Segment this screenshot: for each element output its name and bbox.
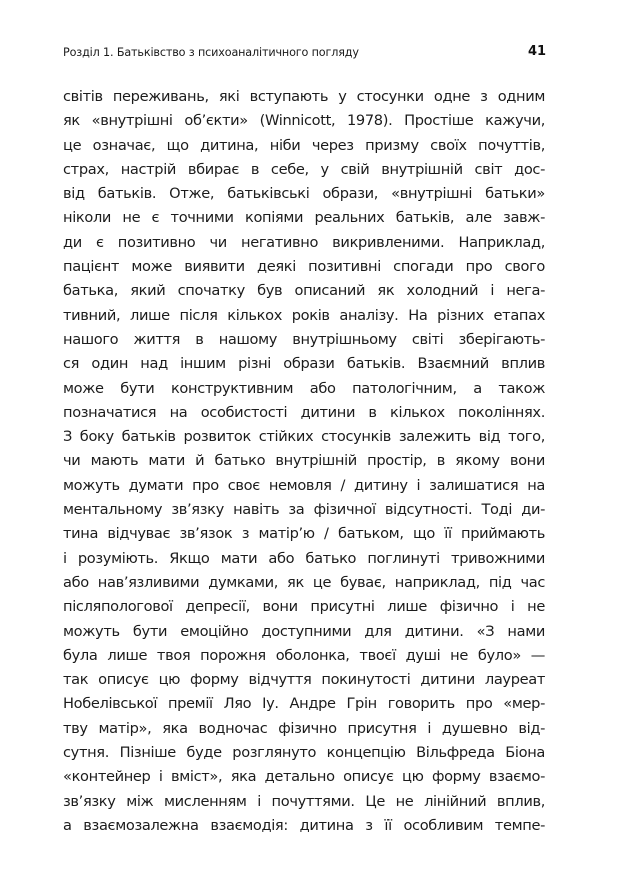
text-line: ди є позитивно чи негативно викривленими. Наприклад, — [63, 233, 545, 251]
text-line: батька, який спочатку був описаний як холодний і нега- — [63, 282, 545, 300]
text-line: можуть бути емоційно доступними для дитини. «З нами — [63, 622, 545, 640]
text-line: тина відчуває зв’язок з матір’ю / батьком, що її приймають — [63, 525, 545, 543]
text-line: чи мають мати й батько внутрішній простір, в якому вони — [63, 452, 545, 470]
text-line: післяпологової депресії, вони присутні лише фізично і не — [63, 598, 545, 616]
text-line: позначатися на особистості дитини в кількох поколіннях. — [63, 403, 545, 421]
body-text — [63, 85, 545, 838]
text-line: ніколи не є точними копіями реальних батьків, але завж- — [63, 209, 545, 227]
text-line: це означає, що дитина, ніби через призму своїх почуттів, — [63, 136, 545, 154]
text-line: сутня. Пізніше буде розглянуто концепцію Вільфреда Біона — [63, 744, 545, 762]
text-line: страх, настрій вбирає в себе, у свій внутрішній світ дос- — [63, 160, 545, 178]
text-line: тивний, лише після кількох років аналізу. На різних етапах — [63, 306, 545, 324]
text-line: ся один над іншим різні образи батьків. Взаємний вплив — [63, 355, 545, 373]
text-line: пацієнт може виявити деякі позитивні спогади про свого — [63, 258, 545, 276]
text-line: ментальному зв’язку навіть за фізичної відсутності. Тоді ди- — [63, 501, 545, 519]
page-number: 41 — [528, 44, 547, 59]
text-line: можуть думати про своє немовля / дитину і залишатися на — [63, 476, 545, 494]
text-line: світів переживань, які вступають у стосунки одне з одним — [63, 88, 545, 105]
text-line: Нобелівської премії Ляо Іу. Андре Грін говорить про «мер- — [63, 695, 545, 713]
running-head: Розділ 1. Батьківство з психоаналітичного погляду — [63, 46, 359, 59]
text-line: і розуміють. Якщо мати або батько поглинуті тривожними — [63, 549, 545, 567]
text-line: може бути конструктивним або патологічним, а також — [63, 379, 545, 397]
text-line: тву матір», яка водночас фізично присутня і душевно від- — [63, 719, 545, 737]
text-line: а взаємозалежна взаємодія: дитина з її особливим темпе- — [63, 816, 545, 834]
text-line: «контейнер і вміст», яка детально описує цю форму взаємо- — [63, 768, 545, 786]
text-line: З боку батьків розвиток стійких стосунків залежить від того, — [63, 428, 545, 446]
text-line: як «внутрішні об’єкти» (Winnicott, 1978). Простіше кажучи, — [63, 112, 545, 130]
text-line: була лише твоя порожня оболонка, твоєї душі не було» — — [63, 646, 545, 664]
text-line: нашого життя в нашому внутрішньому світі зберігають- — [63, 330, 545, 348]
text-line: так описує цю форму відчуття покинутості дитини лауреат — [63, 671, 545, 689]
text-line: від батьків. Отже, батьківські образи, «внутрішні батьки» — [63, 185, 545, 203]
text-line: зв’язку між мисленням і почуттями. Це не лінійний вплив, — [63, 792, 545, 810]
text-line: або нав’язливими думками, як це буває, наприклад, під час — [63, 573, 545, 591]
